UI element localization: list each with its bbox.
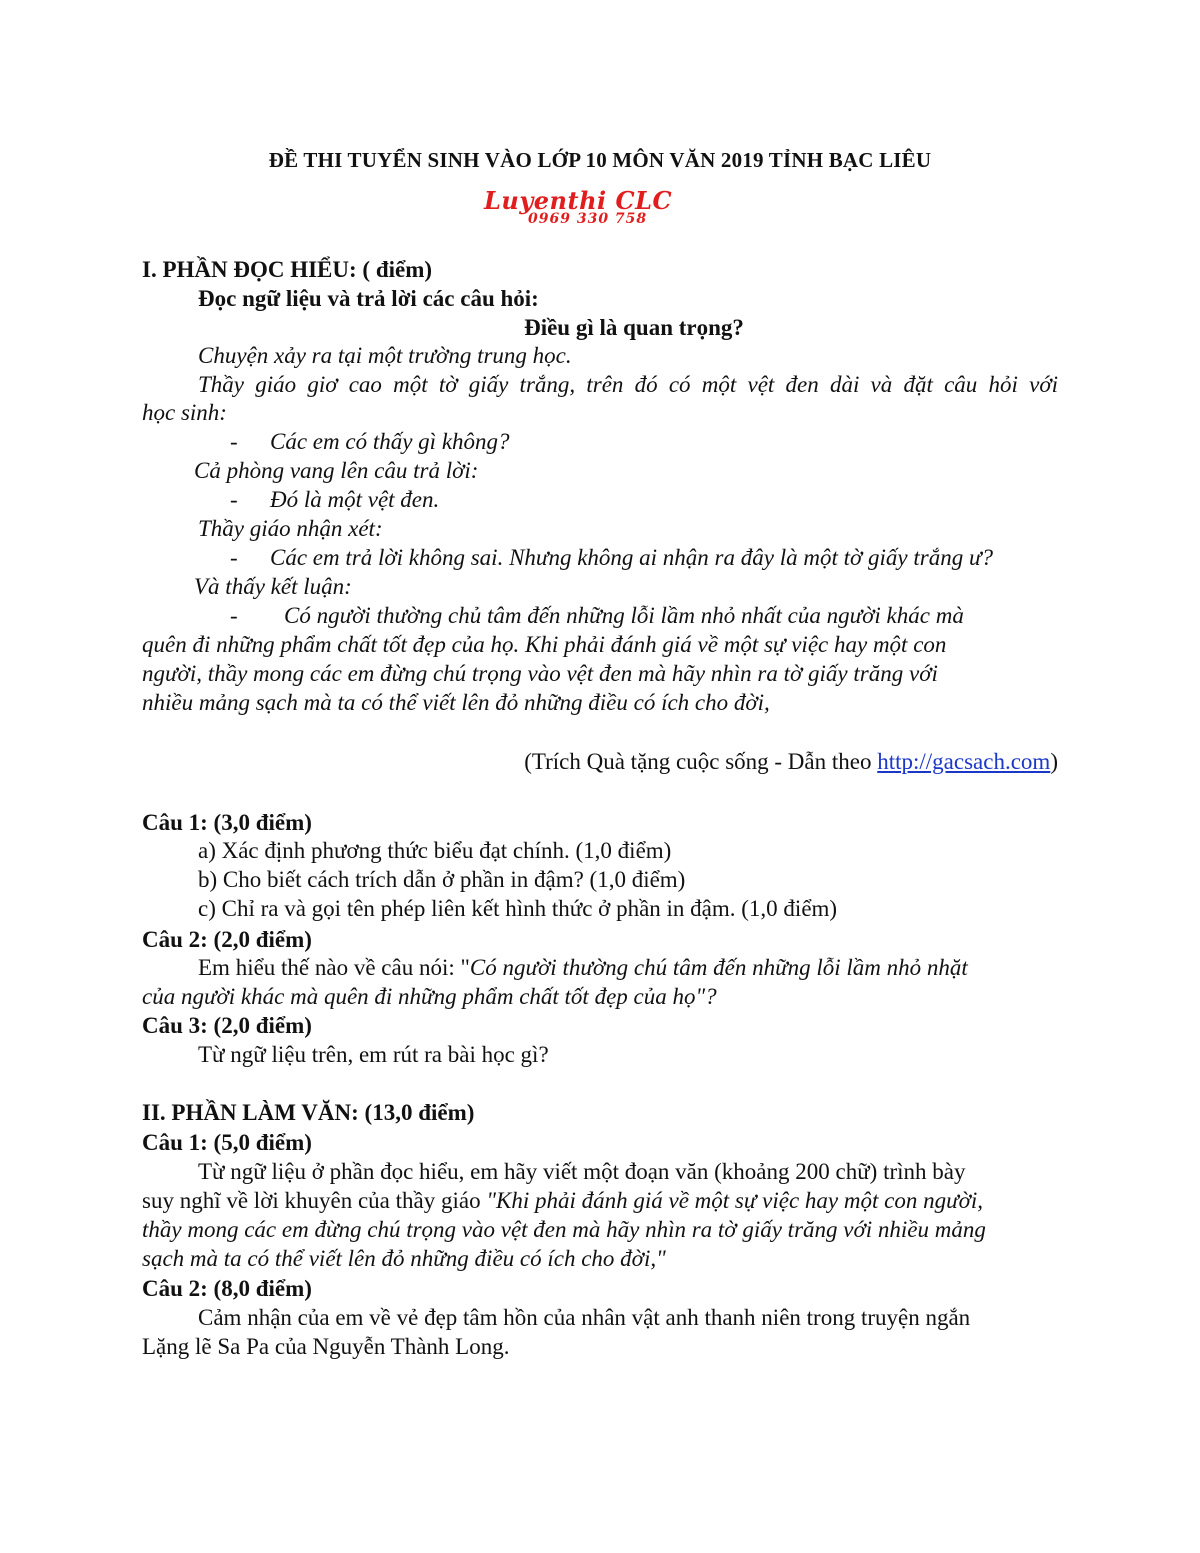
dialogue-text: Đó là một vệt đen. [270,487,440,512]
dialogue-text: Có người thường chủ tâm đến những lỗi lầm nhỏ nhất của người khác mà [284,603,964,628]
quoted-text: thầy mong các em đừng chú trọng vào vệt đen mà hãy nhìn ra tờ giấy trăng với nhiều mảng [142,1217,986,1242]
dialogue-line [230,601,964,630]
source-citation [524,747,1058,776]
story-line: Cả phòng vang lên câu trả lời: [194,458,479,483]
story-line: Thầy giáo nhận xét: [198,516,383,541]
story-title: Điều gì là quan trọng? [524,315,744,340]
question-text: Từ ngữ liệu ở phần đọc hiểu, em hãy viết một đoạn văn (khoảng 200 chữ) trình bày [198,1159,966,1184]
source-prefix: (Trích Quà tặng cuộc sống - Dẫn theo [524,749,878,774]
dash: - [230,487,238,512]
dialogue-text: Các em có thấy gì không? [270,429,510,454]
source-link[interactable]: http://gacsach.com [877,749,1051,774]
question-text-prefix: suy nghĩ về lời khuyên của thầy giáo [142,1188,487,1213]
dialogue-line [230,485,439,514]
story-line: Chuyện xảy ra tại một trường trung học. [198,343,572,368]
question-item: c) Chỉ ra và gọi tên phép liên kết hình thức ở phần in đậm. (1,0 điểm) [198,896,838,921]
question-label: Câu 1: (5,0 điểm) [142,1130,312,1155]
question-text [142,1186,983,1215]
question-item: b) Cho biết cách trích dẫn ở phần in đậm? (1,0 điểm) [198,867,686,892]
story-line: Thầy giáo giơ cao một tờ giấy trắng, trên đó có một vệt đen dài và đặt câu hỏi với [198,372,1058,397]
question-label: Câu 3: (2,0 điểm) [142,1013,312,1038]
question-text-prefix: Em hiểu thế nào về câu nói: " [198,955,470,980]
dialogue-line [230,427,510,456]
logo-phone: 0969 330 758 [528,211,648,227]
dash: - [230,603,238,628]
story-line: người, thầy mong các em đừng chú trọng vào vệt đen mà hãy nhìn ra tờ giấy trăng với [142,661,938,686]
quoted-text: sạch mà ta có thể viết lên đỏ những điều có ích cho đời," [142,1246,666,1271]
question-label: Câu 1: (3,0 điểm) [142,810,312,835]
quoted-text: "Khi phải đánh giá về một sự việc hay một con người, [486,1188,984,1213]
dash: - [230,545,238,570]
question-label: Câu 2: (2,0 điểm) [142,927,312,952]
question-label: Câu 2: (8,0 điểm) [142,1276,312,1301]
story-line: nhiều mảng sạch mà ta có thể viết lên đỏ những điều có ích cho đời, [142,690,770,715]
dialogue-line [230,543,993,572]
dialogue-text: Các em trả lời không sai. Nhưng không ai nhận ra đây là một tờ giấy trắng ư? [270,545,993,570]
exam-title: ĐỀ THI TUYỂN SINH VÀO LỚP 10 MÔN VĂN 2019 TỈNH BẠC LIÊU [268,148,932,172]
story-line: học sinh: [142,400,227,425]
brand-logo [470,186,740,232]
source-suffix: ) [1050,749,1058,774]
question-text [198,953,968,982]
part1-instruction: Đọc ngữ liệu và trả lời các câu hỏi: [198,286,539,311]
question-item: a) Xác định phương thức biểu đạt chính. (1,0 điểm) [198,838,672,863]
part2-heading: II. PHẦN LÀM VĂN: (13,0 điểm) [142,1100,475,1125]
story-line: quên đi những phẩm chất tốt đẹp của họ. Khi phải đánh giá về một sự việc hay một con [142,632,947,657]
question-text: Cảm nhận của em về vẻ đẹp tâm hồn của nhân vật anh thanh niên trong truyện ngắn [198,1305,971,1330]
story-line: Và thấy kết luận: [194,574,352,599]
logo-name: Luyenthi CLC [484,186,673,215]
question-text: Từ ngữ liệu trên, em rút ra bài học gì? [198,1042,549,1067]
part1-heading: I. PHẦN ĐỌC HIỂU: ( điểm) [142,257,433,282]
quoted-text: của người khác mà quên đi những phẩm chất tốt đẹp của họ"? [142,984,717,1009]
quoted-text: Có người thường chú tâm đến những lỗi lầm nhỏ nhặt [469,955,968,980]
question-text: Lặng lẽ Sa Pa của Nguyễn Thành Long. [142,1334,510,1359]
dash: - [230,429,238,454]
